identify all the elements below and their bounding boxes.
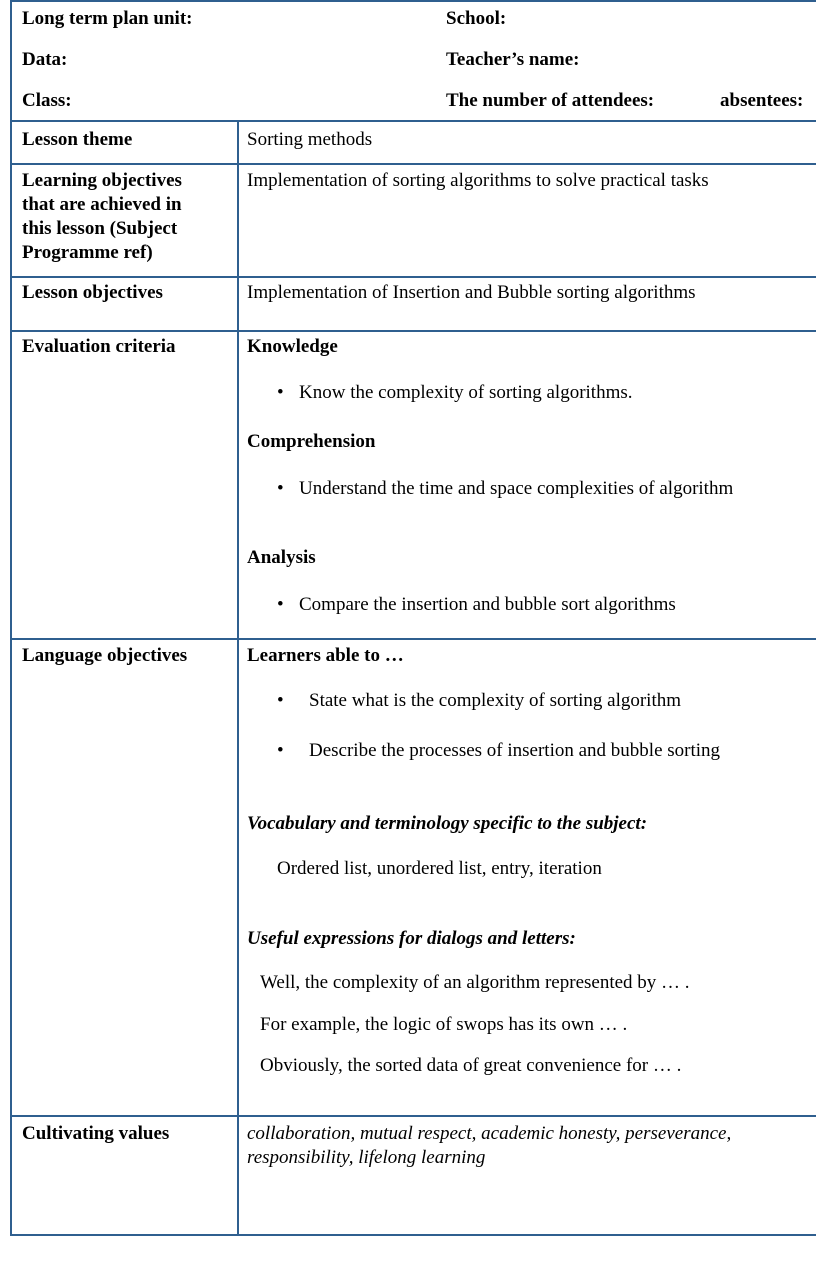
divider	[12, 163, 816, 165]
cultivating-values-line-2: responsibility, lifelong learning	[247, 1147, 486, 1168]
knowledge-item-text: Know the complexity of sorting algorithms.	[299, 382, 633, 403]
column-divider	[237, 120, 239, 1236]
bullet-icon: •	[277, 740, 284, 761]
learning-objectives-label-line-1: Learning objectives	[22, 170, 182, 191]
lesson-objectives-value: Implementation of Insertion and Bubble sorting algorithms	[247, 282, 696, 303]
cultivating-values-label: Cultivating values	[22, 1123, 170, 1144]
long-term-plan-unit-label: Long term plan unit:	[22, 8, 193, 29]
bullet-icon: •	[277, 478, 284, 499]
attendees-label: The number of attendees:	[446, 90, 655, 111]
expression-2: For example, the logic of swops has its own … .	[260, 1014, 628, 1035]
teacher-name-label: Teacher’s name:	[446, 49, 580, 70]
cultivating-values-line-1: collaboration, mutual respect, academic honesty, perseverance,	[247, 1123, 732, 1144]
comprehension-bullet-item	[277, 478, 733, 500]
divider	[12, 638, 816, 640]
lesson-plan-document	[10, 0, 816, 1236]
language-objectives-label: Language objectives	[22, 645, 188, 666]
learning-objectives-value: Implementation of sorting algorithms to solve practical tasks	[247, 170, 709, 191]
knowledge-heading: Knowledge	[247, 336, 338, 357]
class-label: Class:	[22, 90, 72, 111]
language-item-2-text: Describe the processes of insertion and bubble sorting	[309, 740, 721, 761]
learners-able-heading: Learners able to …	[247, 645, 404, 666]
divider	[12, 330, 816, 332]
language-bullet-item-1	[277, 690, 681, 712]
vocabulary-heading: Vocabulary and terminology specific to the subject:	[247, 813, 648, 834]
analysis-item-text: Compare the insertion and bubble sort algorithms	[299, 594, 676, 615]
learning-objectives-label-line-2: that are achieved in	[22, 194, 182, 215]
expression-3: Obviously, the sorted data of great convenience for … .	[260, 1055, 682, 1076]
school-label: School:	[446, 8, 507, 29]
vocabulary-text: Ordered list, unordered list, entry, iteration	[277, 858, 602, 879]
absentees-label: absentees:	[720, 90, 804, 111]
divider	[12, 1115, 816, 1117]
analysis-heading: Analysis	[247, 547, 316, 568]
comprehension-heading: Comprehension	[247, 431, 376, 452]
knowledge-bullet-item	[277, 382, 633, 404]
learning-objectives-label-line-4: Programme ref)	[22, 242, 153, 263]
lesson-theme-value: Sorting methods	[247, 129, 373, 150]
analysis-bullet-item	[277, 594, 676, 616]
divider	[12, 120, 816, 122]
comprehension-item-text: Understand the time and space complexities of algorithm	[299, 478, 734, 499]
expression-1: Well, the complexity of an algorithm represented by … .	[260, 972, 690, 993]
divider	[12, 276, 816, 278]
language-bullet-item-2	[277, 740, 720, 762]
learning-objectives-label-line-3: this lesson (Subject	[22, 218, 178, 239]
bullet-icon: •	[277, 382, 284, 403]
data-label: Data:	[22, 49, 68, 70]
lesson-theme-label: Lesson theme	[22, 129, 133, 150]
useful-expressions-heading: Useful expressions for dialogs and letters:	[247, 928, 576, 949]
bullet-icon: •	[277, 594, 284, 615]
lesson-objectives-label: Lesson objectives	[22, 282, 163, 303]
language-item-1-text: State what is the complexity of sorting algorithm	[309, 690, 682, 711]
evaluation-criteria-label: Evaluation criteria	[22, 336, 176, 357]
bullet-icon: •	[277, 690, 284, 711]
